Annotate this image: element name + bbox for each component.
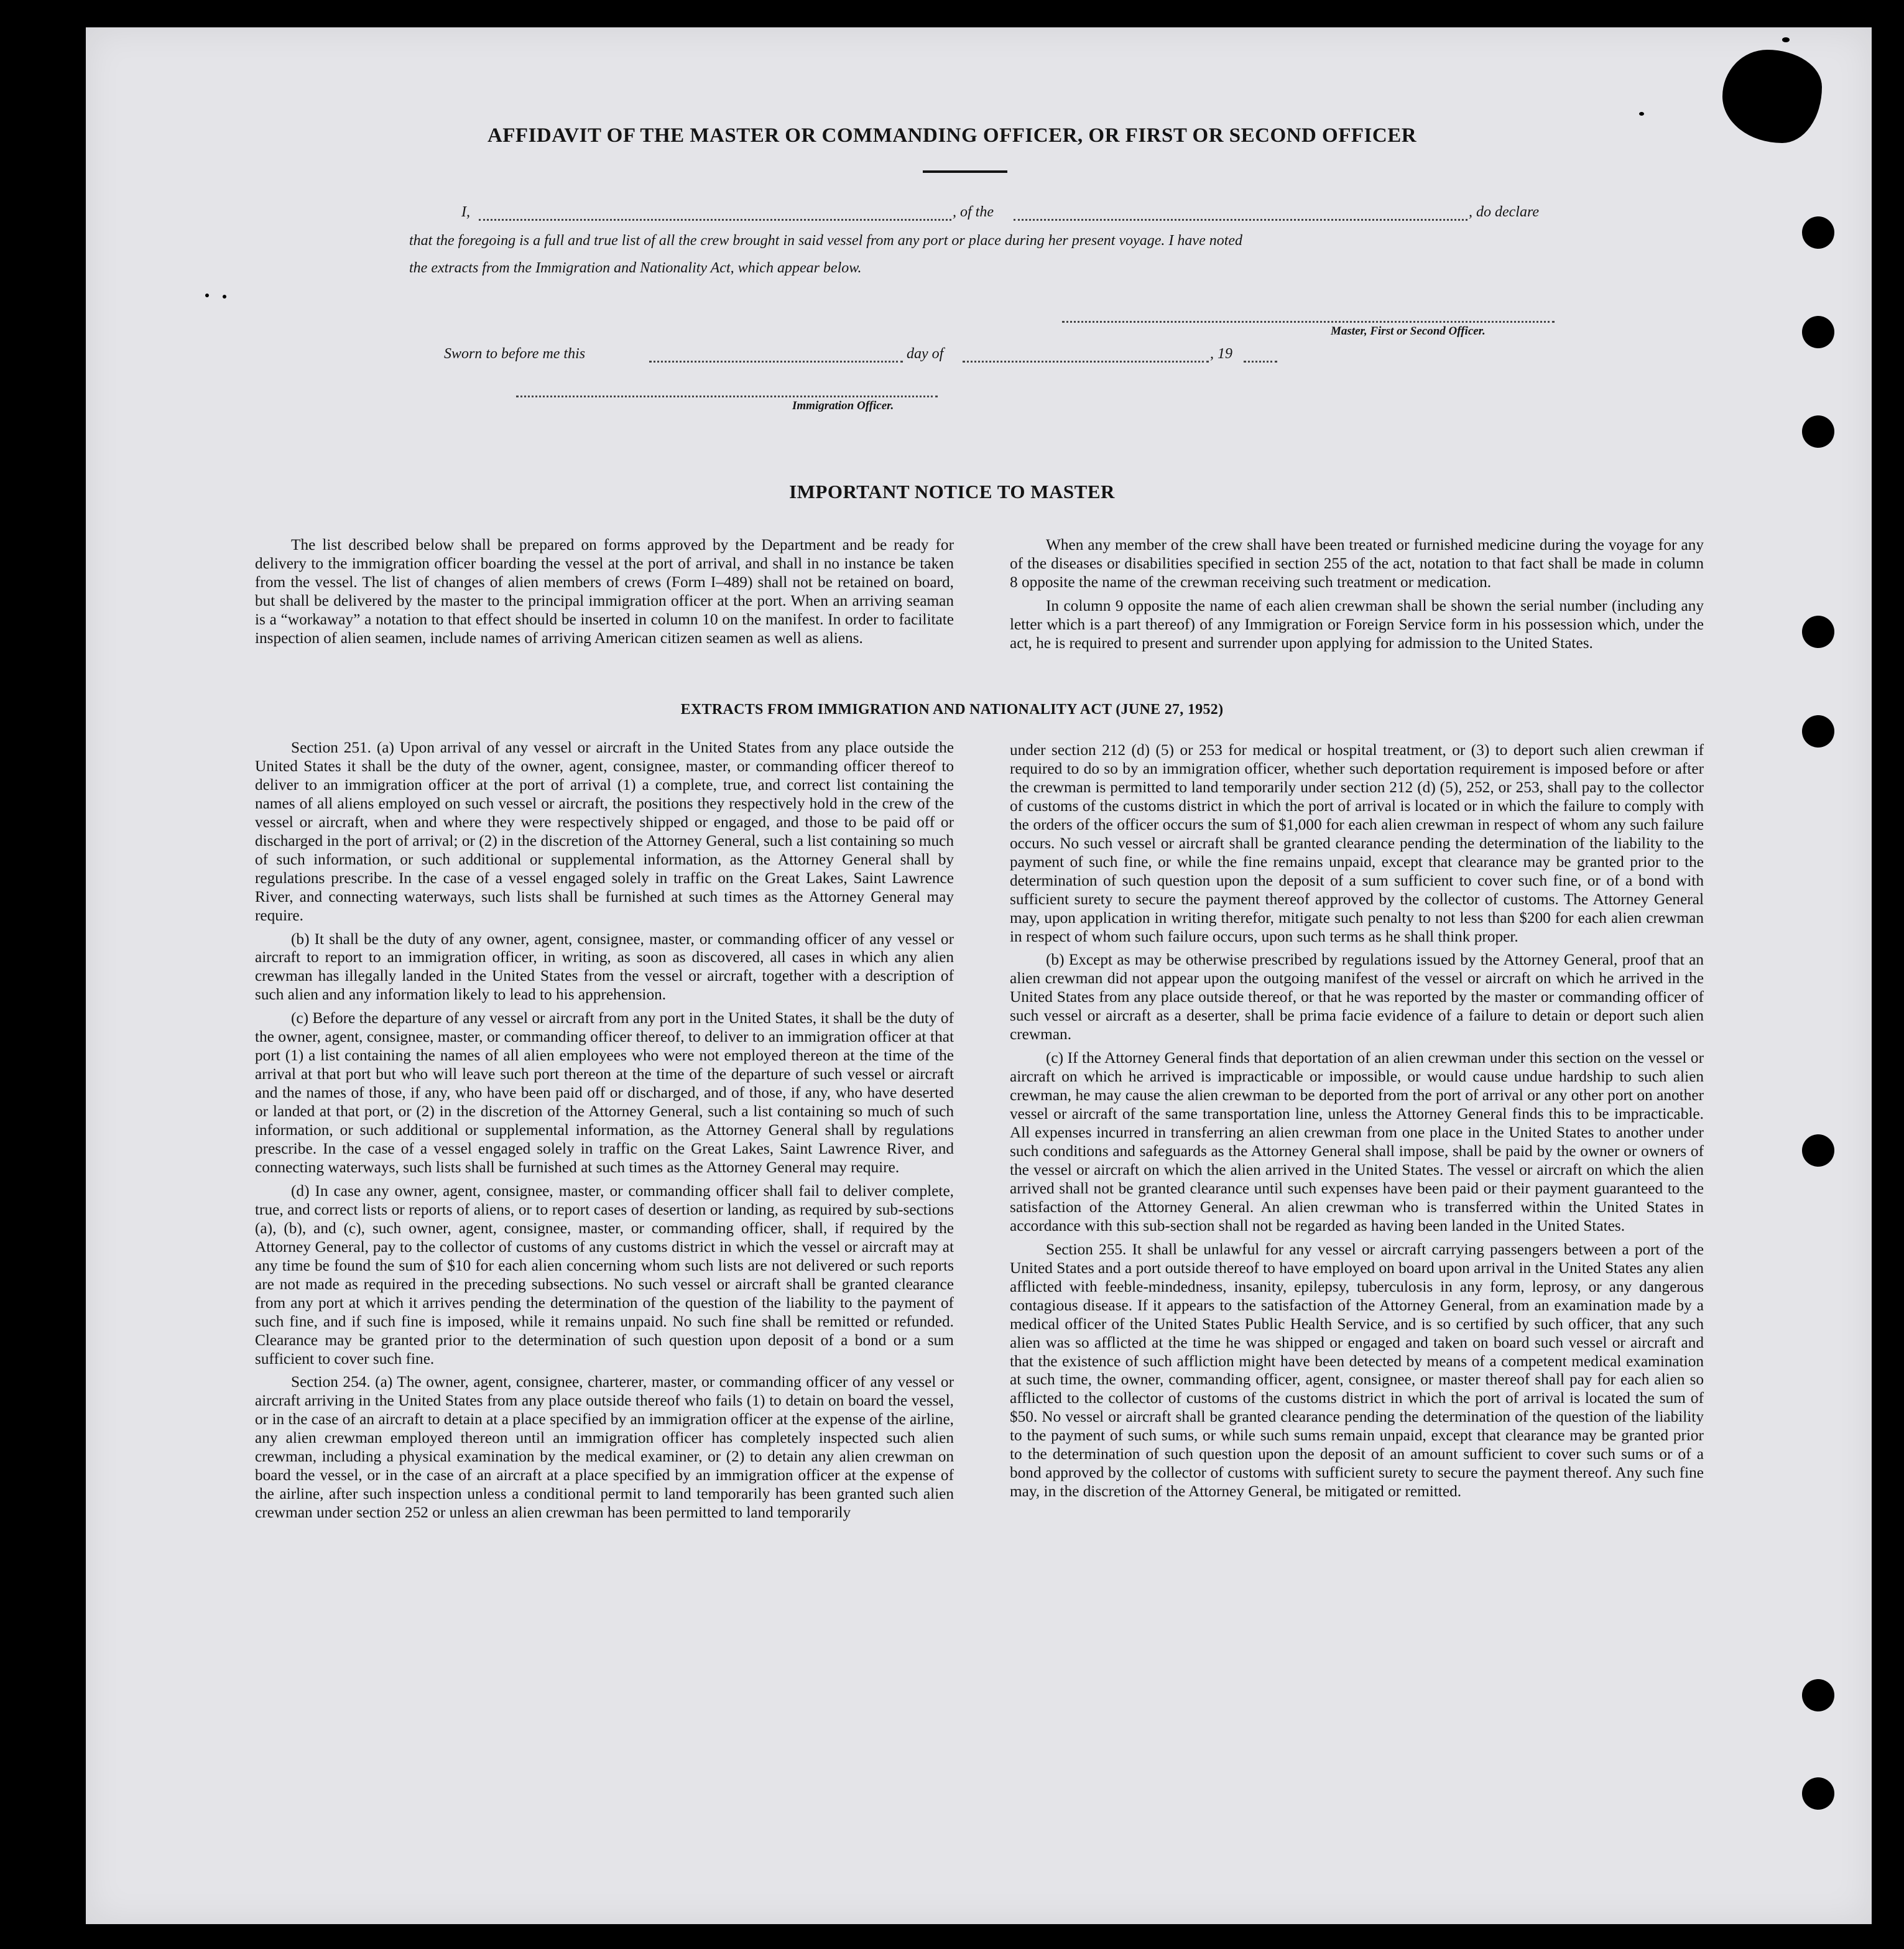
punch-hole	[1802, 1777, 1834, 1810]
section-paragraph: (d) In case any owner, agent, consignee, master, or commanding officer shall fail to deliver complete, true, and correct lists or reports of aliens, or to report cases of desertion or landing, as required by sub-sections (a), (b), and (c), such owner, agent, consignee, master, or commanding officer, shall, if required by the Attorney General, pay to the collector of customs of any customs district in which the vessel or aircraft may at any time be found the sum of $10 for each alien concerning whom such lists are not delivered or such reports are not made as required in the preceding subsections. No such vessel or aircraft shall be granted clearance from any port at which it arrives pending the determination of the question of the liability to the payment of such fine, and if such fine is imposed, while it remains unpaid. No such fine shall be remitted or refunded. Clearance may be granted prior to the determination of such question upon deposit of a bond or a sum sufficient to cover such fine.	[255, 1182, 954, 1368]
section-paragraph: Section 251. (a) Upon arrival of any vessel or aircraft in the United States from any place outside the United States it shall be the duty of the owner, agent, consignee, master, or commanding officer thereof to deliver to an immigration officer at the port of arrival (1) a complete, true, and correct list containing the names of all aliens employed on such vessel or aircraft, the positions they respectively hold in the crew of the vessel or aircraft, when and where they were respectively shipped or engaged, and those to be paid off or discharged in the port of arrival; or (2) in the discretion of the Attorney General, such a list containing so much of such information, or such additional or supplemental information, as the Attorney General shall by regulations prescribe. In the case of a vessel engaged solely in traffic on the Great Lakes, Saint Lawrence River, and connecting waterways, such lists shall be furnished at such times as the Attorney General may require.	[255, 739, 954, 924]
ink-speck	[1770, 56, 1773, 60]
section-paragraph: (c) Before the departure of any vessel or aircraft from any port in the United States, it shall be the duty of the owner, agent, consignee, master, or commanding officer thereof, to deliver to an immigration officer at that port (1) a list containing the names of all alien employees who were not employed thereon at the time of the arrival at that port but who will leave such port thereon at the time of the departure of such vessel or aircraft and the names of those, if any, who have been paid off or discharged, and of those, if any, who have deserted or landed at that port, or (2) in the discretion of the Attorney General, such a list containing so much of such information, or such additional or supplemental information, as the Attorney General shall by regulations prescribe. In the case of a vessel engaged solely in traffic on the Great Lakes, Saint Lawrence River, and connecting waterways, such lists shall be furnished at such times as the Attorney General may require.	[255, 1009, 954, 1176]
ink-speck	[223, 295, 226, 299]
notice-left-column	[255, 536, 954, 648]
section-paragraph: (b) It shall be the duty of any owner, agent, consignee, master, or commanding officer of any vessel or aircraft to report to an immigration officer, in writing, as soon as discovered, all cases in which any alien crewman has illegally landed in the United States from the vessel or aircraft, together with a description of such alien and any information likely to lead to his apprehension.	[255, 930, 954, 1004]
sworn-day-field[interactable]	[649, 361, 903, 363]
punch-hole	[1802, 1679, 1834, 1711]
ink-speck	[205, 294, 209, 297]
notice-paragraph: The list described below shall be prepared on forms approved by the Department and be ready for delivery to the immigration officer boarding the vessel at the port of arrival, and shall in no instance be taken from the vessel. The list of changes of alien members of crews (Form I–489) shall not be retained on board, but shall be delivered by the master to the principal immigration officer at the port. When an arriving seaman is a “workaway” a notation to that effect should be inserted in column 10 on the manifest. In order to facilitate inspection of alien seamen, include names of arriving American citizen seamen as well as aliens.	[255, 536, 954, 647]
punch-hole	[1802, 715, 1834, 748]
declarant-name-field[interactable]	[479, 219, 951, 221]
section-paragraph: (c) If the Attorney General finds that deportation of an alien crewman under this section on the vessel or aircraft on which he arrived is impracticable or impossible, or would cause undue hardship to such alien crewman, he may cause the alien crewman to be deported from the port of arrival or any other port on another vessel or aircraft of the same transportation line, unless the Attorney General finds this to be impracticable. All expenses incurred in transferring an alien crewman from one place in the United States to another under such conditions and safeguards as the Attorney General shall impose, shall be paid by the owner or owners of the vessel or aircraft on which the alien arrived in the United States. The vessel or aircraft on which the alien arrived shall not be granted clearance until such expenses have been paid or their payment guaranteed to the satisfaction of the Attorney General. An alien crewman who is transferred within the United States in accordance with this sub-section shall not be regarded as having been landed in the United States.	[1010, 1049, 1704, 1234]
section-paragraph: Section 255. It shall be unlawful for any vessel or aircraft carrying passengers between a port of the United States and a port outside thereof to have employed on board upon arrival in the United States any alien afflicted with feeble-mindedness, insanity, epilepsy, tuberculosis in any form, leprosy, or any dangerous contagious disease. If it appears to the satisfaction of the Attorney General, from an examination made by a medical officer of the United States Public Health Service, and is so certified by such officer, that any such alien was so afflicted at the time he was shipped or engaged and taken on board such vessel or aircraft and that the existence of such affliction might have been detected by means of a competent medical examination at such time, the owner, commanding officer, agent, consignee, or master thereof shall pay for each alien so afflicted to the collector of customs of the customs district in which the port of arrival is located the sum of $50. No vessel or aircraft shall be granted clearance pending the determination of the question of the liability to the payment of such sums, or while such sums remain unpaid, except that clearance may be granted prior to the determination of such question upon the deposit of an amount sufficient to cover such sums or of a bond approved by the collector of customs with sufficient surety to secure the payment thereof. Any such fine may, in the discretion of the Attorney General, be mitigated or remitted.	[1010, 1240, 1704, 1501]
punch-hole	[1802, 415, 1834, 448]
notice-paragraph: When any member of the crew shall have been treated or furnished medicine during the voyage for any of the diseases or disabilities specified in section 255 of the act, notation to that fact shall be made in column 8 opposite the name of the crewman receiving such treatment or medication.	[1010, 536, 1704, 591]
extracts-title: EXTRACTS FROM IMMIGRATION AND NATIONALITY ACT (JUNE 27, 1952)	[680, 701, 1224, 718]
sworn-month-field[interactable]	[963, 361, 1209, 363]
sworn-label: Sworn to before me this	[444, 346, 586, 362]
of-the-label: , of the	[953, 204, 994, 220]
declaration-line-1: that the foregoing is a full and true list of all the crew brought in said vessel from any port or place during her present voyage. I have noted	[409, 233, 1243, 249]
section-paragraph: Section 254. (a) The owner, agent, consignee, charterer, master, or commanding officer of any vessel or aircraft arriving in the United States from any place outside thereof who fails (1) to detain on board the vessel, or in the case of an aircraft to detain at a place specified by an immigration officer at the expense of the airline, any alien crewman employed thereon until an immigration officer has completely inspected such alien crewman, including a physical examination by the medical examiner, or (2) to detain any alien crewman on board the vessel, or in the case of an aircraft at a place specified by an immigration officer at the expense of the airline, after such inspection unless a conditional permit to land temporarily has been granted such alien crewman under section 252 or unless an alien crewman has been permitted to land temporarily	[255, 1373, 954, 1522]
notice-title: IMPORTANT NOTICE TO MASTER	[789, 481, 1115, 502]
master-signature-field[interactable]	[1062, 321, 1555, 323]
title-rule	[923, 170, 1007, 173]
ink-speck	[1639, 112, 1644, 116]
punch-hole	[1802, 1134, 1834, 1167]
sworn-year-field[interactable]	[1244, 361, 1277, 363]
declaration-line-2: the extracts from the Immigration and Nationality Act, which appear below.	[409, 260, 862, 276]
do-declare-label: , do declare	[1469, 204, 1540, 220]
officer-signature-caption: Immigration Officer.	[792, 399, 894, 412]
punch-hole	[1802, 316, 1834, 348]
extracts-left-column	[255, 739, 954, 1522]
affidavit-title: AFFIDAVIT OF THE MASTER OR COMMANDING OFFICER, OR FIRST OR SECOND OFFICER	[487, 124, 1417, 147]
extracts-right-column	[1010, 741, 1704, 1501]
master-signature-caption: Master, First or Second Officer.	[1331, 325, 1486, 338]
punch-hole	[1802, 216, 1834, 249]
notice-right-column	[1010, 536, 1704, 653]
punch-hole	[1802, 616, 1834, 648]
vessel-name-field[interactable]	[1014, 219, 1467, 221]
notice-paragraph: In column 9 opposite the name of each alien crewman shall be shown the serial number (including any letter which is a part thereof) of any Immigration or Foreign Service form in his possession which, under the act, he is required to present and surrender upon applying for admission to the United States.	[1010, 596, 1704, 652]
officer-signature-field[interactable]	[516, 396, 938, 397]
declarant-label: I,	[461, 204, 470, 220]
ink-speck	[1782, 37, 1790, 42]
year-label: , 19	[1210, 346, 1232, 362]
section-paragraph: under section 212 (d) (5) or 253 for medical or hospital treatment, or (3) to deport such alien crewman if required to do so by an immigration officer, whether such deportation requirement is imposed before or after the crewman is permitted to land temporarily under section 212 (d) (5), 252, or 253, shall pay to the collector of customs of the customs district in which the port of arrival is located or in which the failure to comply with the orders of the officer occurs the sum of $1,000 for each alien crewman in respect of whom any such failure occurs. No such vessel or aircraft shall be granted clearance pending the determination of the liability to the payment of such fine, or while the fine remains unpaid, except that clearance may be granted prior to the determination of such question upon the deposit of a sum sufficient to cover such fine, or of a bond with sufficient surety to secure the payment thereof approved by the collector of customs. The Attorney General may, upon application in writing therefor, mitigate such penalty to not less than $200 for each alien crewman in respect of whom such failure occurs, upon such terms as he shall think proper.	[1010, 741, 1704, 945]
section-paragraph: (b) Except as may be otherwise prescribed by regulations issued by the Attorney General, proof that an alien crewman did not appear upon the outgoing manifest of the vessel or aircraft on which he arrived in the United States from any place outside thereof, or that he was reported by the master or commanding officer of such vessel or aircraft as a deserter, shall be prima facie evidence of a failure to detain or deport such alien crewman.	[1010, 951, 1704, 1044]
day-of-label: day of	[907, 346, 944, 362]
